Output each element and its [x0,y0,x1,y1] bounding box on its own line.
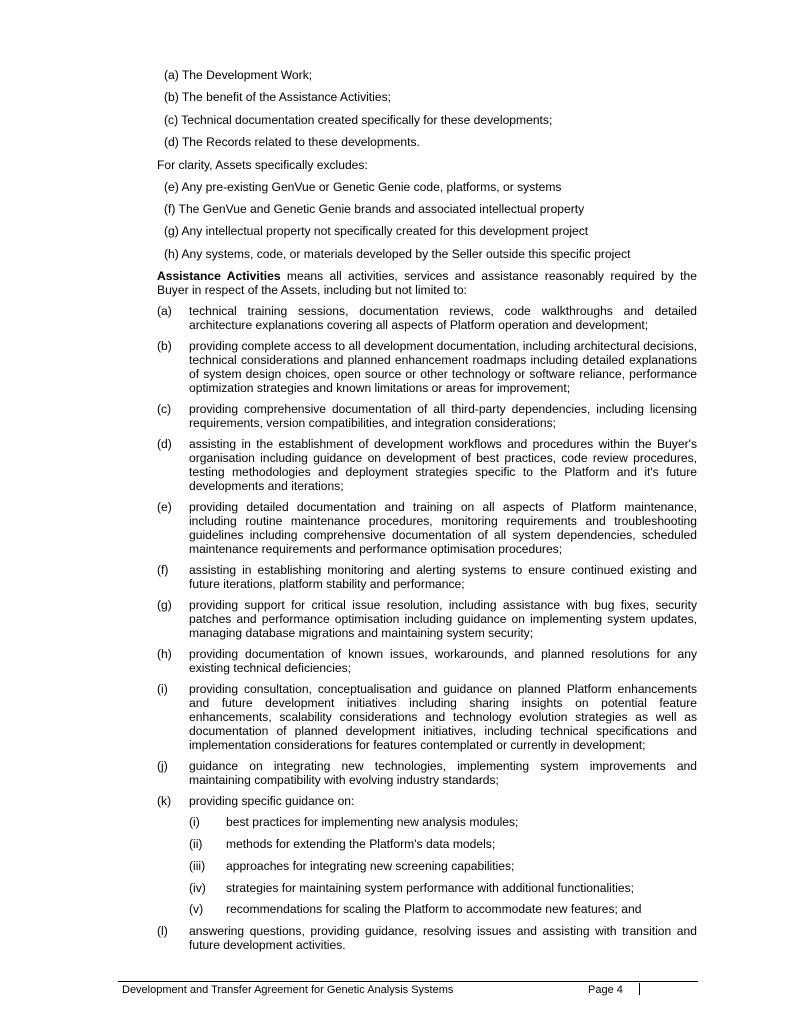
clause-item [157,437,697,493]
footer-title: Development and Transfer Agreement for Genetic Analysis Systems [122,984,454,996]
sub-clause-item [189,837,697,851]
sub-clause-text: approaches for integrating new screening capabilities; [226,858,515,873]
sub-clause-text: best practices for implementing new analysis modules; [226,815,519,830]
clause-label: (i) [157,682,168,697]
page-footer [118,981,698,996]
clause-text: assisting in the establishment of development workflows and procedures within the Buyer's organisation including guidance on development of best practices, code review procedures, testing methodologies and deployment strategies specific to the Platform and it's future developments and iterations; [189,437,697,494]
clause-label: (b) [157,339,172,354]
page-content [157,68,697,959]
assets-item-a: (a) The Development Work; [164,68,313,82]
sub-clause-item [189,859,697,873]
clause-text: providing comprehensive documentation of all third-party dependencies, including licensing requirements, version compatibilities, and integration considerations; [189,402,697,431]
sub-clause-label: (iv) [189,880,206,895]
clause-item [157,339,697,395]
sub-clause-item [189,815,697,829]
sub-clause-text: recommendations for scaling the Platform to accommodate new features; and [226,902,642,917]
clause-label: (h) [157,647,172,662]
sub-clause-label: (v) [189,902,204,917]
clause-item [157,924,697,952]
exclusion-intro: For clarity, Assets specifically excludes: [157,157,368,172]
clause-label: (k) [157,794,172,809]
clause-label: (f) [157,563,169,578]
clause-item [157,759,697,787]
clause-item [157,647,697,675]
clause-text: providing complete access to all development documentation, including architectural decisions, technical considerations and planned enhancement roadmaps including detailed explanations of system design choices, open source or other technology or software reliance, performance optimization strategies and known limitations or areas for improvement; [189,339,697,396]
definition-text: means all activities, services and assistance reasonably required by the Buyer in respect of the Assets, including but not limited to: [157,269,697,298]
clause-label: (d) [157,437,172,452]
clause-label: (a) [157,304,172,319]
exclusion-item-e: (e) Any pre-existing GenVue or Genetic Genie code, platforms, or systems [164,179,562,194]
exclusion-item-g: (g) Any intellectual property not specifically created for this development project [164,224,589,239]
clause-item [157,402,697,430]
clause-text: answering questions, providing guidance, resolving issues and assisting with transition and future development activities. [189,924,697,953]
assets-item-b: (b) The benefit of the Assistance Activities; [164,90,391,105]
clause-label: (g) [157,598,172,613]
clause-text: providing consultation, conceptualisation and guidance on planned Platform enhancements and future development initiatives including sharing insights on potential feature enhancements, scalability considerations and technology evolution strategies as well as documentation of planned development initiatives, including technical specifications and implementation considerations for features contemplated or currently in development; [189,682,697,753]
clause-label: (e) [157,500,172,515]
footer-divider [639,983,640,995]
defined-term: Assistance Activities [157,269,281,284]
assets-item-c: (c) Technical documentation created specifically for these developments; [164,112,553,127]
sub-clause-label: (i) [189,815,200,830]
clause-item [157,598,697,640]
clause-item [157,500,697,556]
sub-clause-label: (iii) [189,858,206,873]
sub-clause-text: methods for extending the Platform's data models; [226,836,496,851]
clause-label: (l) [157,924,168,939]
clause-text: providing detailed documentation and training on all aspects of Platform maintenance, including routine maintenance procedures, monitoring requirements and troubleshooting guidelines including comprehensive documentation of all system dependencies, scheduled maintenance requirements and performance optimisation procedures; [189,500,697,557]
assets-item-d: (d) The Records related to these developments. [164,135,420,150]
clause-label: (j) [157,759,168,774]
sub-clause-item [189,902,697,916]
clause-text: providing support for critical issue resolution, including assistance with bug fixes, security patches and performance optimisation including guidance on implementing system updates, managing database migrations and maintaining system security; [189,598,697,641]
clause-item [157,794,697,808]
clause-item [157,563,697,591]
clause-text: providing documentation of known issues, workarounds, and planned resolutions for any existing technical deficiencies; [189,647,697,676]
clause-text: providing specific guidance on: [189,794,355,809]
page-number: Page 4 [588,984,623,996]
exclusion-item-h: (h) Any systems, code, or materials developed by the Seller outside this specific project [164,246,631,261]
clause-label: (c) [157,402,172,417]
sub-clause-text: strategies for maintaining system performance with additional functionalities; [226,880,635,895]
exclusion-item-f: (f) The GenVue and Genetic Genie brands and associated intellectual property [164,201,585,216]
clause-text: assisting in establishing monitoring and alerting systems to ensure continued existing and future iterations, platform stability and performance; [189,563,697,592]
clause-text: technical training sessions, documentation reviews, code walkthroughs and detailed architecture explanations covering all aspects of Platform operation and development; [189,304,697,333]
clause-text: guidance on integrating new technologies, implementing system improvements and maintaining compatibility with evolving industry standards; [189,759,697,788]
sub-clause-item [189,881,697,895]
assistance-definition [157,269,697,297]
sub-clause-label: (ii) [189,836,203,851]
clause-item [157,304,697,332]
clause-item [157,682,697,752]
